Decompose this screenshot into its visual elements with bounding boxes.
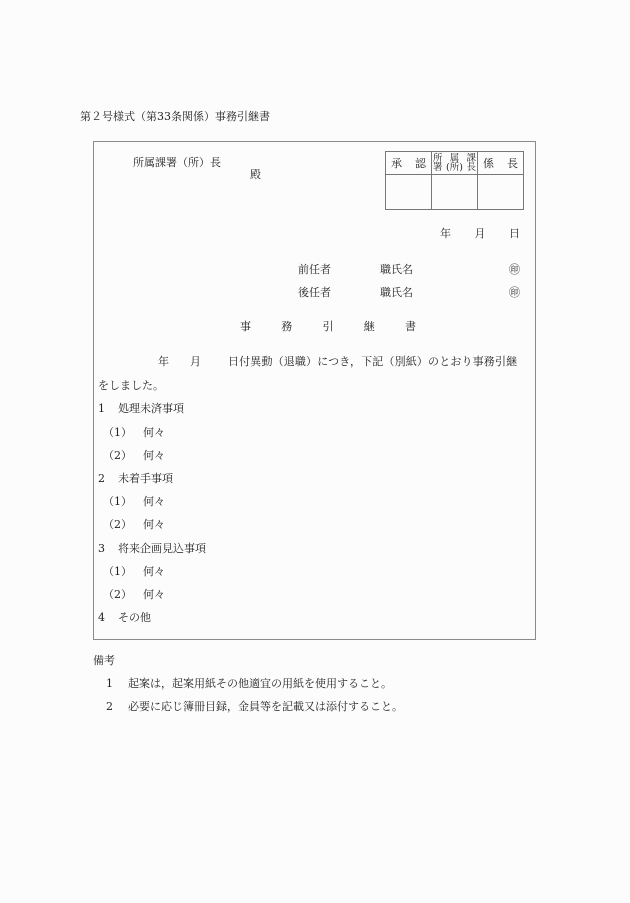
sub-item <box>103 496 165 507</box>
title-char: 務 <box>281 320 293 333</box>
title-char: 継 <box>363 320 375 333</box>
body-text-line-2: をしました。 <box>98 379 164 392</box>
successor-role: 後任者 <box>298 286 331 299</box>
item-heading <box>98 473 173 484</box>
sub-item <box>103 427 165 438</box>
notes-title: 備考 <box>93 654 115 667</box>
item-label: その他 <box>118 611 151 624</box>
item-number: 1 <box>98 402 105 415</box>
note-entry <box>106 701 403 712</box>
header-char: 係 <box>483 157 494 170</box>
item-heading <box>98 403 184 414</box>
addressee-title: 所属課署（所）長 <box>133 156 221 169</box>
date-day: 日 <box>509 227 520 240</box>
item-label: 将来企画見込事項 <box>118 542 206 555</box>
addressee-honorific: 殿 <box>250 168 261 181</box>
form-title: 第２号様式（第33条関係）事務引継書 <box>80 110 270 123</box>
sub-item <box>103 519 165 530</box>
note-number: 1 <box>106 677 113 690</box>
sub-item-number: （1） <box>103 565 132 578</box>
approval-stamp-table <box>385 151 524 210</box>
header-char: 長 <box>507 157 518 170</box>
item-number: 3 <box>98 542 105 555</box>
document-title <box>240 321 416 332</box>
section-chief-header <box>432 152 478 175</box>
sub-item-number: （2） <box>103 449 132 462</box>
subsection-chief-header <box>478 152 524 175</box>
predecessor-role: 前任者 <box>298 263 331 276</box>
approval-header-char: 認 <box>415 157 426 170</box>
sub-item-label: 何々 <box>143 426 165 439</box>
predecessor-name-label: 職氏名 <box>380 263 413 276</box>
item-number: 2 <box>98 472 105 485</box>
header-char: (所) <box>446 162 463 173</box>
note-number: 2 <box>106 700 113 713</box>
subsection-chief-stamp-cell[interactable] <box>478 175 524 210</box>
predecessor-row <box>298 264 520 275</box>
sub-item-number: （2） <box>103 518 132 531</box>
seal-icon: ㊞ <box>509 286 520 299</box>
header-char: 長 <box>466 162 476 173</box>
body-year: 年 <box>158 355 169 368</box>
body-month: 月 <box>190 355 201 368</box>
successor-name-label: 職氏名 <box>380 286 413 299</box>
approval-header-char: 承 <box>391 157 402 170</box>
note-text: 起案は，起案用紙その他適宜の用紙を使用すること。 <box>128 677 392 690</box>
section-chief-stamp-cell[interactable] <box>432 175 478 210</box>
title-char: 引 <box>322 320 334 333</box>
sub-item-label: 何々 <box>143 518 165 531</box>
sub-item <box>103 589 165 600</box>
sub-item-number: （1） <box>103 495 132 508</box>
item-label: 未着手事項 <box>118 472 173 485</box>
note-entry <box>106 678 392 689</box>
successor-row <box>298 287 520 298</box>
sub-item-number: （2） <box>103 588 132 601</box>
sub-item-label: 何々 <box>143 495 165 508</box>
item-heading <box>98 612 151 623</box>
sub-item-label: 何々 <box>143 449 165 462</box>
note-text: 必要に応じ簿冊目録，金員等を記載又は添付すること。 <box>128 700 403 713</box>
approval-header <box>386 152 432 175</box>
approval-stamp-cell[interactable] <box>386 175 432 210</box>
header-char: 課 <box>466 153 476 164</box>
sub-item-label: 何々 <box>143 565 165 578</box>
title-char: 事 <box>240 320 251 333</box>
title-char: 書 <box>405 320 416 333</box>
date-year: 年 <box>440 227 451 240</box>
item-heading <box>98 543 206 554</box>
item-label: 処理未済事項 <box>118 402 184 415</box>
header-char: 所 <box>433 153 443 164</box>
date-month: 月 <box>474 227 486 240</box>
header-char: 属 <box>449 153 460 164</box>
seal-icon: ㊞ <box>509 263 520 276</box>
sub-item-number: （1） <box>103 426 132 439</box>
item-number: 4 <box>98 611 105 624</box>
date-line <box>440 228 520 239</box>
sub-item-label: 何々 <box>143 588 165 601</box>
body-text: 日付異動（退職）につき，下記（別紙）のとおり事務引継 <box>228 355 518 368</box>
sub-item <box>103 566 165 577</box>
header-char: 署 <box>433 162 443 173</box>
sub-item <box>103 450 165 461</box>
